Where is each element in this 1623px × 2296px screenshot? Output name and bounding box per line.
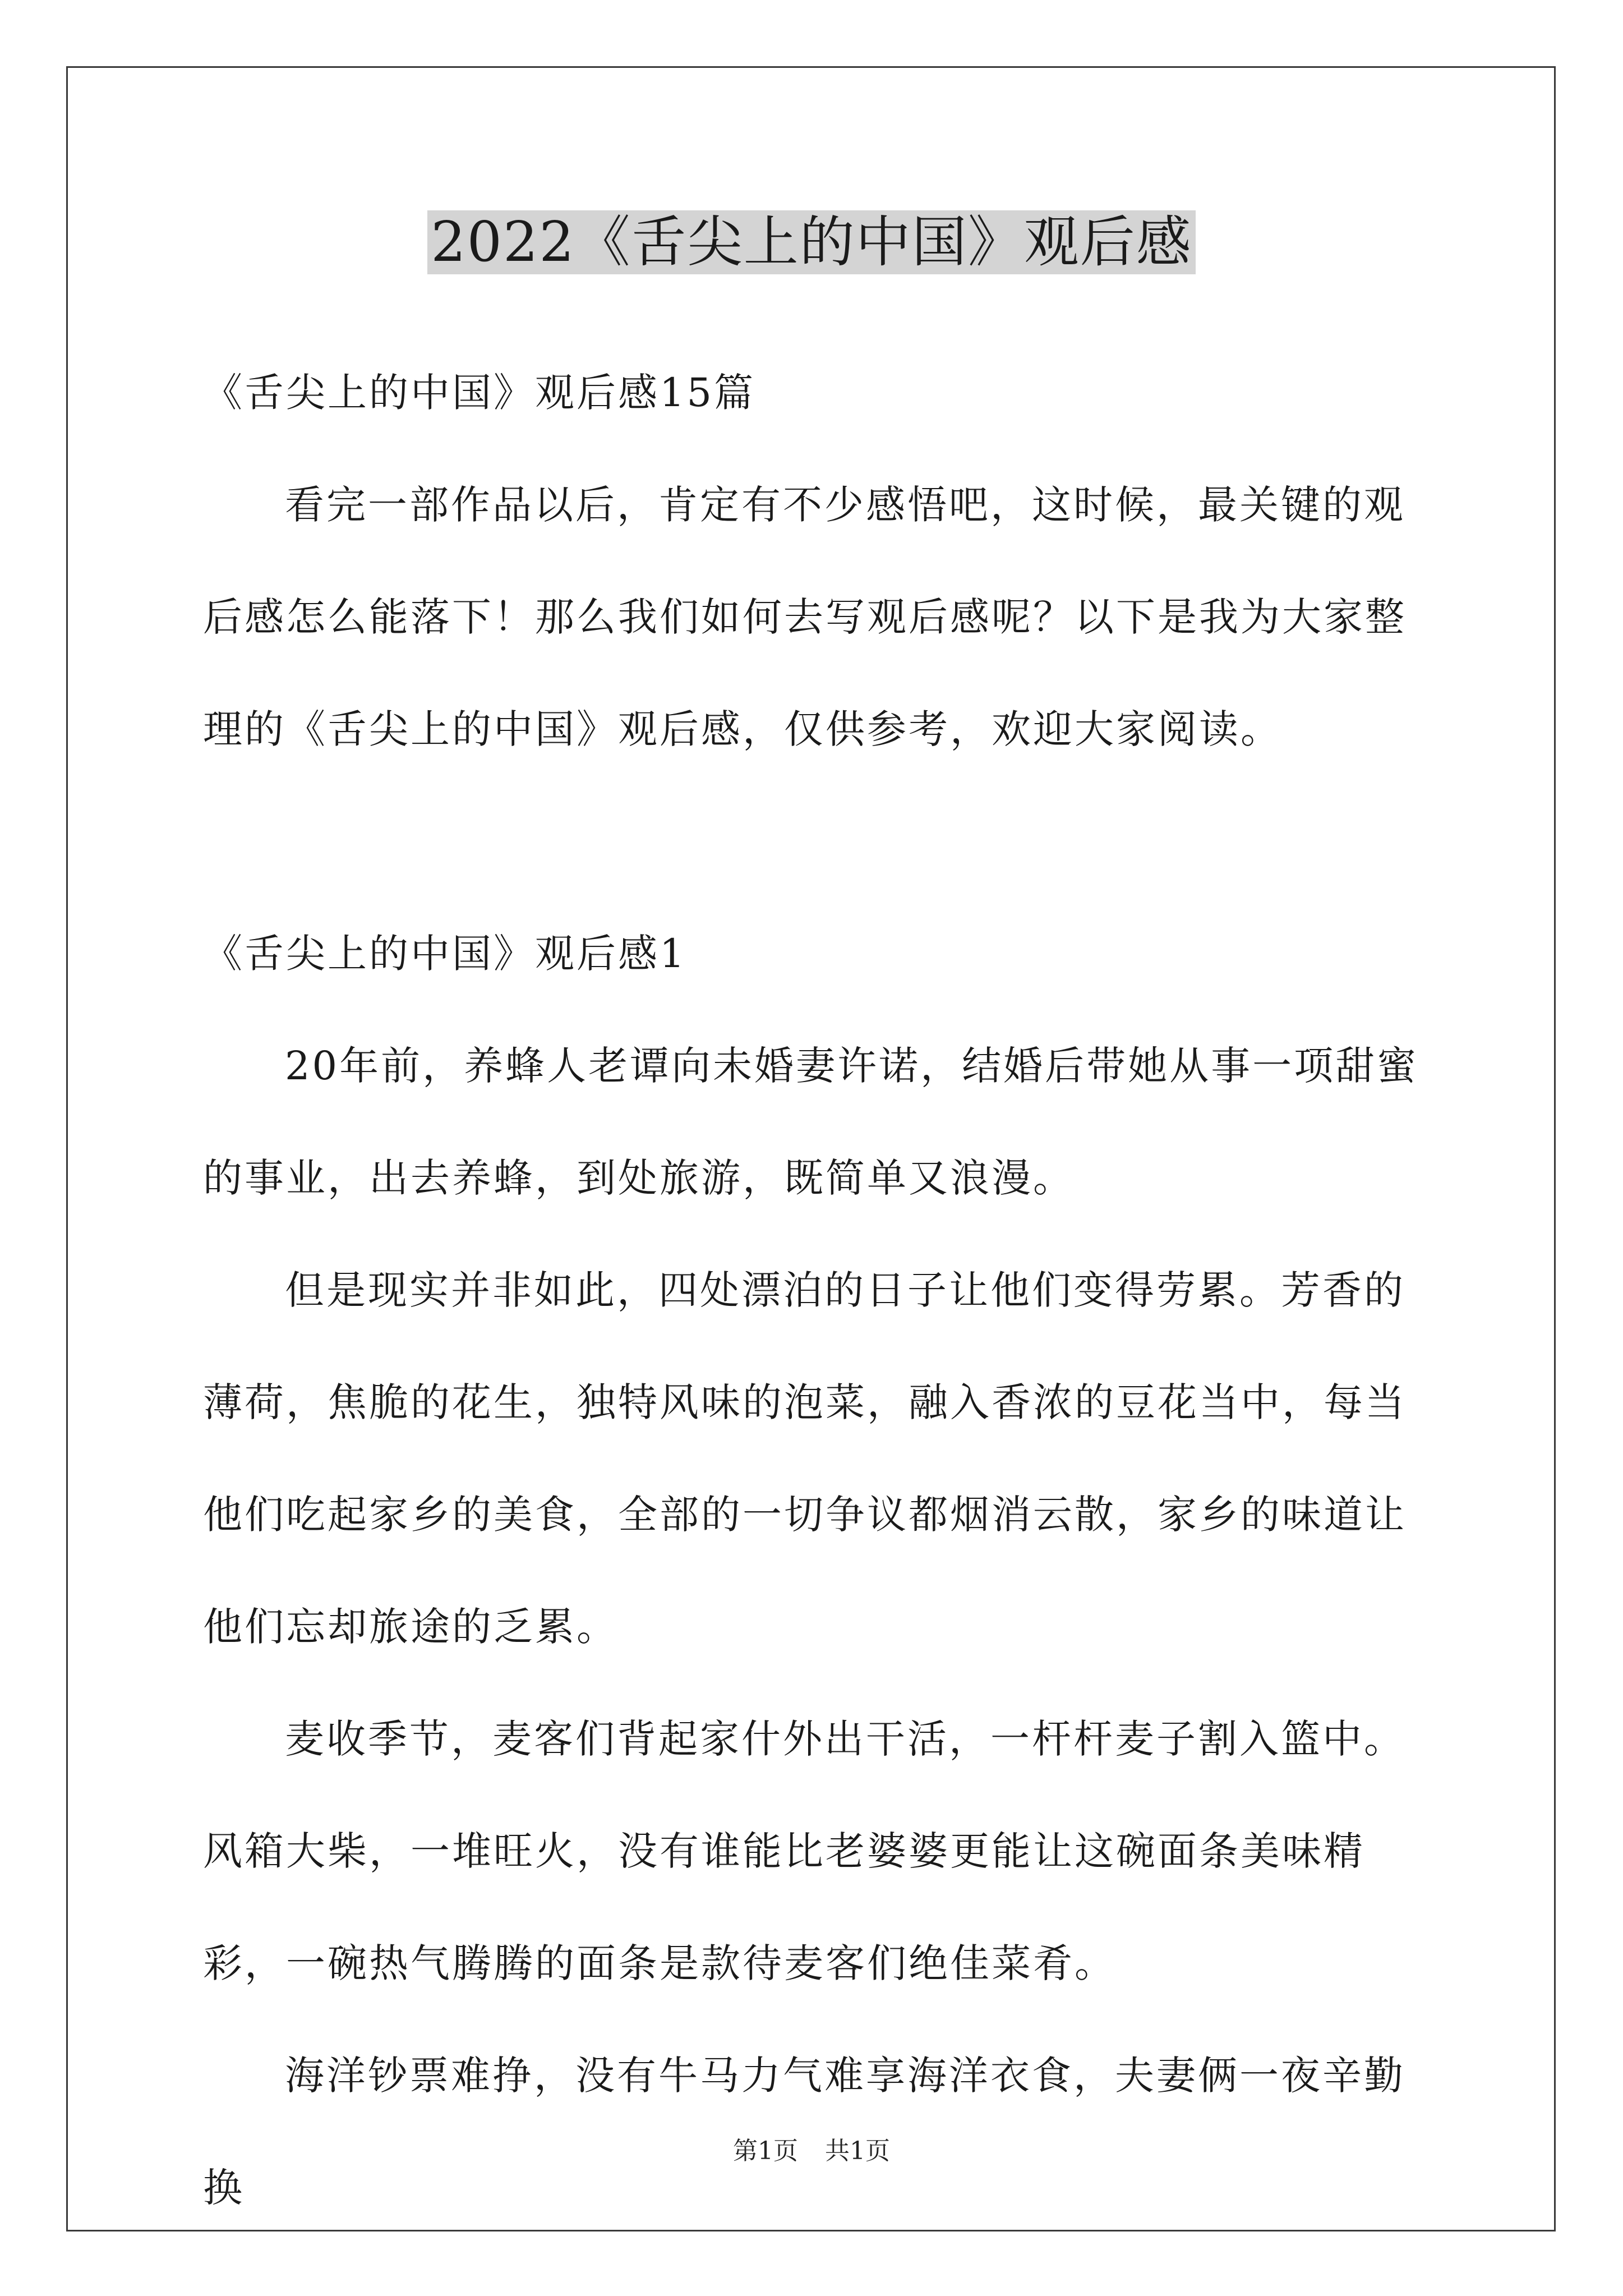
body-paragraph-4: 海洋钞票难挣，没有牛马力气难享海洋衣食，夫妻俩一夜辛勤换 (203, 2053, 1405, 2211)
intro-paragraph: 看完一部作品以后，肯定有不少感悟吧，这时候，最关键的观后感怎么能落下！那么我们如何去写观后感呢？以下是我为大家整理的《舌尖上的中国》观后感，仅供参考，欢迎大家阅读。 (203, 482, 1407, 752)
section-spacer (203, 785, 1437, 898)
page-footer (0, 2134, 1623, 2168)
page-number-total: 共1页 (825, 2137, 890, 2165)
body-paragraph-3: 麦收季节，麦客们背起家什外出干活，一杆杆麦子割入篮中。风箱大柴，一堆旺火，没有谁能比老婆婆更能让这碗面条美味精彩，一碗热气腾腾的面条是款待麦客们绝佳菜肴。 (203, 1716, 1405, 1986)
page-number-current: 第1页 (733, 2137, 798, 2165)
section-heading: 《舌尖上的中国》观后感1 (203, 931, 687, 977)
document-subtitle: 《舌尖上的中国》观后感15篇 (203, 370, 756, 416)
document-title-text: 2022《舌尖上的中国》观后感 (427, 210, 1195, 274)
body-paragraph-2: 但是现实并非如此，四处漂泊的日子让他们变得劳累。芳香的薄荷，焦脆的花生，独特风味的泡菜，融入香浓的豆花当中，每当他们吃起家乡的美食，全部的一切争议都烟消云散，家乡的味道让他们忘却旅途的乏累。 (203, 1267, 1407, 1650)
document-title (0, 203, 1623, 282)
document-body (203, 337, 1437, 2244)
body-paragraph-1: 20年前，养蜂人老谭向未婚妻许诺，结婚后带她从事一项甜蜜的事业，出去养蜂，到处旅游，既简单又浪漫。 (203, 1043, 1419, 1201)
